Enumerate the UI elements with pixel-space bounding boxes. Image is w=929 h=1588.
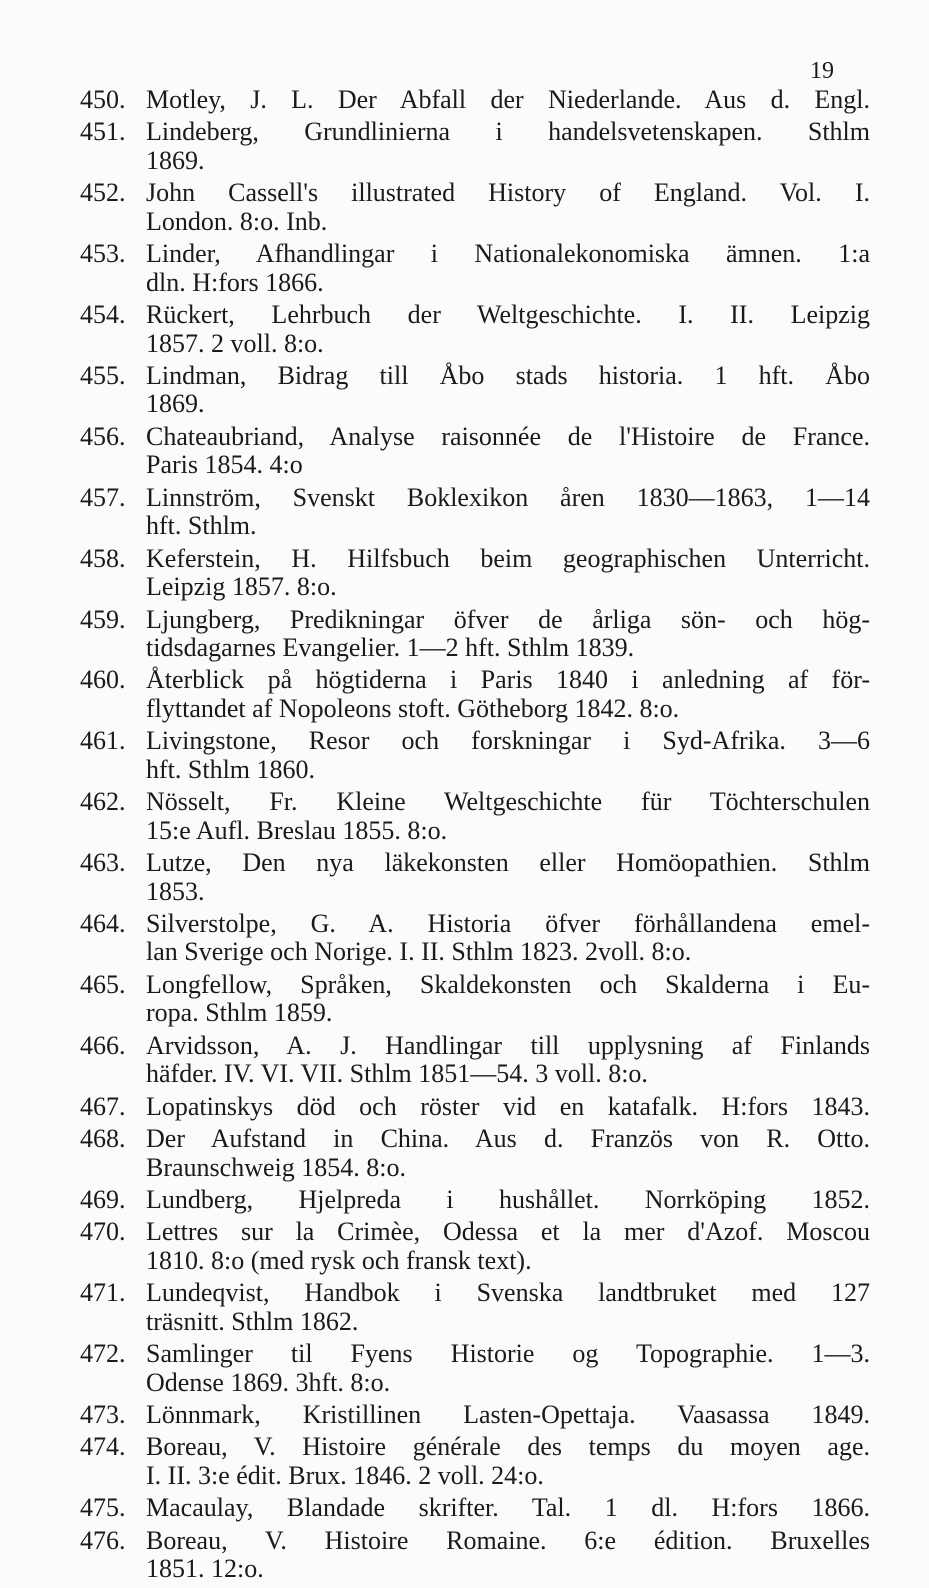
entry-number: 455. (80, 360, 126, 390)
entry-number: 474. (80, 1432, 126, 1462)
catalog-entry (80, 1433, 870, 1490)
catalog-entry (80, 1527, 870, 1584)
entry-number: 452. (80, 178, 126, 208)
entry-number: 459. (80, 604, 126, 634)
entry-text-line: John Cassell's illustrated History of England. Vol. I. (146, 178, 870, 208)
entry-text-line: Longfellow, Språken, Skaldekonsten och Skalderna i Eu- (146, 969, 870, 999)
entry-text-line: Lutze, Den nya läkekonsten eller Homöopathien. Sthlm (146, 848, 870, 878)
entry-text-line: Boreau, V. Histoire générale des temps du moyen age. (146, 1432, 870, 1462)
entry-text-line: Odense 1869. 3hft. 8:o. (146, 1367, 391, 1397)
entry-number: 451. (80, 117, 126, 147)
catalog-entry (80, 1125, 870, 1182)
entry-number: 466. (80, 1030, 126, 1060)
catalog-entry (80, 1218, 870, 1275)
entry-text-line: Paris 1854. 4:o (146, 450, 303, 480)
entry-number: 473. (80, 1399, 126, 1429)
entry-number: 472. (80, 1339, 126, 1369)
entry-text-line: Ljungberg, Predikningar öfver de årliga sön- och hög- (146, 604, 870, 634)
catalog-entry (80, 1186, 870, 1215)
entry-text-line: Linder, Afhandlingar i Nationalekonomiska ämnen. 1:a (146, 239, 870, 269)
entry-text-line: lan Sverige och Norige. I. II. Sthlm 1823. 2voll. 8:o. (146, 937, 692, 967)
entry-number: 458. (80, 543, 126, 573)
catalog-entry (80, 1093, 870, 1122)
catalog-entry (80, 727, 870, 784)
entry-text-line: Motley, J. L. Der Abfall der Niederlande. Aus d. Engl. (146, 85, 870, 114)
entry-text-line: hft. Sthlm 1860. (146, 754, 316, 784)
entry-number: 456. (80, 421, 126, 451)
entry-text-line: 1853. (146, 876, 205, 906)
entry-text-line: Macaulay, Blandade skrifter. Tal. 1 dl. H:fors 1866. (146, 1493, 870, 1523)
entry-text-line: tidsdagarnes Evangelier. 1—2 hft. Sthlm 1839. (146, 633, 635, 663)
entry-number: 462. (80, 787, 126, 817)
catalog-entry (80, 1401, 870, 1430)
entry-number: 469. (80, 1184, 126, 1214)
entry-text-line: Lopatinskys död och röster vid en katafalk. H:fors 1843. (146, 1091, 870, 1121)
catalog-entry (80, 423, 870, 480)
entry-text-line: dln. H:fors 1866. (146, 267, 324, 297)
entry-text-line: Nösselt, Fr. Kleine Weltgeschichte für Töchterschulen (146, 787, 870, 817)
entry-text-line: 1869. (146, 389, 205, 419)
entry-text-line: 1851. 12:o. (146, 1554, 264, 1584)
entry-text-line: Livingstone, Resor och forskningar i Syd-Afrika. 3—6 (146, 726, 870, 756)
entry-text-line: Rückert, Lehrbuch der Weltgeschichte. I. II. Leipzig (146, 300, 870, 330)
entry-text-line: Lundeqvist, Handbok i Svenska landtbruket med 127 (146, 1278, 870, 1308)
entry-text-line: Arvidsson, A. J. Handlingar till upplysning af Finlands (146, 1030, 870, 1060)
entry-text-line: 1857. 2 voll. 8:o. (146, 328, 324, 358)
catalog-entry (80, 1340, 870, 1397)
catalog-entry (80, 606, 870, 663)
entry-number: 468. (80, 1124, 126, 1154)
entry-text-line: I. II. 3:e édit. Brux. 1846. 2 voll. 24:o. (146, 1460, 544, 1490)
entry-text-line: Lettres sur la Crimèe, Odessa et la mer d'Azof. Moscou (146, 1217, 870, 1247)
catalog-entry (80, 118, 870, 175)
entry-text-line: 15:e Aufl. Breslau 1855. 8:o. (146, 815, 448, 845)
entry-text-line: hft. Sthlm. (146, 511, 257, 541)
entry-text-line: London. 8:o. Inb. (146, 206, 328, 236)
catalog-entry (80, 1494, 870, 1523)
entry-text-line: Lundberg, Hjelpreda i hushållet. Norrköping 1852. (146, 1184, 870, 1214)
entry-number: 470. (80, 1217, 126, 1247)
entry-text-line: 1869. (146, 145, 205, 175)
entry-number: 465. (80, 969, 126, 999)
catalog-entry (80, 240, 870, 297)
entry-text-line: Der Aufstand in China. Aus d. Französ von R. Otto. (146, 1124, 870, 1154)
entry-number: 453. (80, 239, 126, 269)
entry-text-line: Återblick på högtiderna i Paris 1840 i anledning af för- (146, 665, 870, 695)
entry-text-line: flyttandet af Nopoleons stoft. Götheborg 1842. 8:o. (146, 693, 680, 723)
catalog-entry (80, 1279, 870, 1336)
catalog-entry (80, 362, 870, 419)
entry-text-line: 1810. 8:o (med rysk och fransk text). (146, 1245, 532, 1275)
entry-number: 461. (80, 726, 126, 756)
entry-text-line: ropa. Sthlm 1859. (146, 998, 333, 1028)
entry-text-line: Braunschweig 1854. 8:o. (146, 1152, 406, 1182)
entry-number: 464. (80, 908, 126, 938)
catalog-entry (80, 484, 870, 541)
catalog-entry (80, 179, 870, 236)
entry-number: 450. (80, 85, 126, 114)
page-number: 19 (810, 58, 834, 84)
entry-text-line: Boreau, V. Histoire Romaine. 6:e édition. Bruxelles (146, 1525, 870, 1555)
entry-list (80, 86, 870, 1588)
entry-number: 467. (80, 1091, 126, 1121)
entry-text-line: Keferstein, H. Hilfsbuch beim geographischen Unterricht. (146, 543, 870, 573)
entry-text-line: Chateaubriand, Analyse raisonnée de l'Histoire de France. (146, 421, 870, 451)
catalog-entry (80, 910, 870, 967)
entry-text-line: Lindman, Bidrag till Åbo stads historia. 1 hft. Åbo (146, 360, 870, 390)
entry-number: 463. (80, 848, 126, 878)
entry-number: 475. (80, 1493, 126, 1523)
entry-number: 457. (80, 482, 126, 512)
entry-text-line: Samlinger til Fyens Historie og Topographie. 1—3. (146, 1339, 870, 1369)
catalog-entry (80, 788, 870, 845)
entry-text-line: Silverstolpe, G. A. Historia öfver förhållandena emel- (146, 908, 870, 938)
catalog-entry (80, 971, 870, 1028)
entry-number: 476. (80, 1525, 126, 1555)
entry-text-line: Leipzig 1857. 8:o. (146, 572, 337, 602)
catalog-entry (80, 849, 870, 906)
entry-text-line: Lönnmark, Kristillinen Lasten-Opettaja. Vaasassa 1849. (146, 1399, 870, 1429)
entry-text-line: häfder. IV. VI. VII. Sthlm 1851—54. 3 voll. 8:o. (146, 1059, 648, 1089)
entry-text-line: träsnitt. Sthlm 1862. (146, 1306, 359, 1336)
entry-text-line: Linnström, Svenskt Boklexikon åren 1830—1863, 1—14 (146, 482, 870, 512)
entry-number: 460. (80, 665, 126, 695)
entry-number: 454. (80, 300, 126, 330)
catalog-entry (80, 86, 870, 115)
catalog-entry (80, 301, 870, 358)
entry-text-line: Lindeberg, Grundlinierna i handelsvetenskapen. Sthlm (146, 117, 870, 147)
catalog-entry (80, 1032, 870, 1089)
entry-number: 471. (80, 1278, 126, 1308)
catalog-entry (80, 545, 870, 602)
catalog-entry (80, 666, 870, 723)
